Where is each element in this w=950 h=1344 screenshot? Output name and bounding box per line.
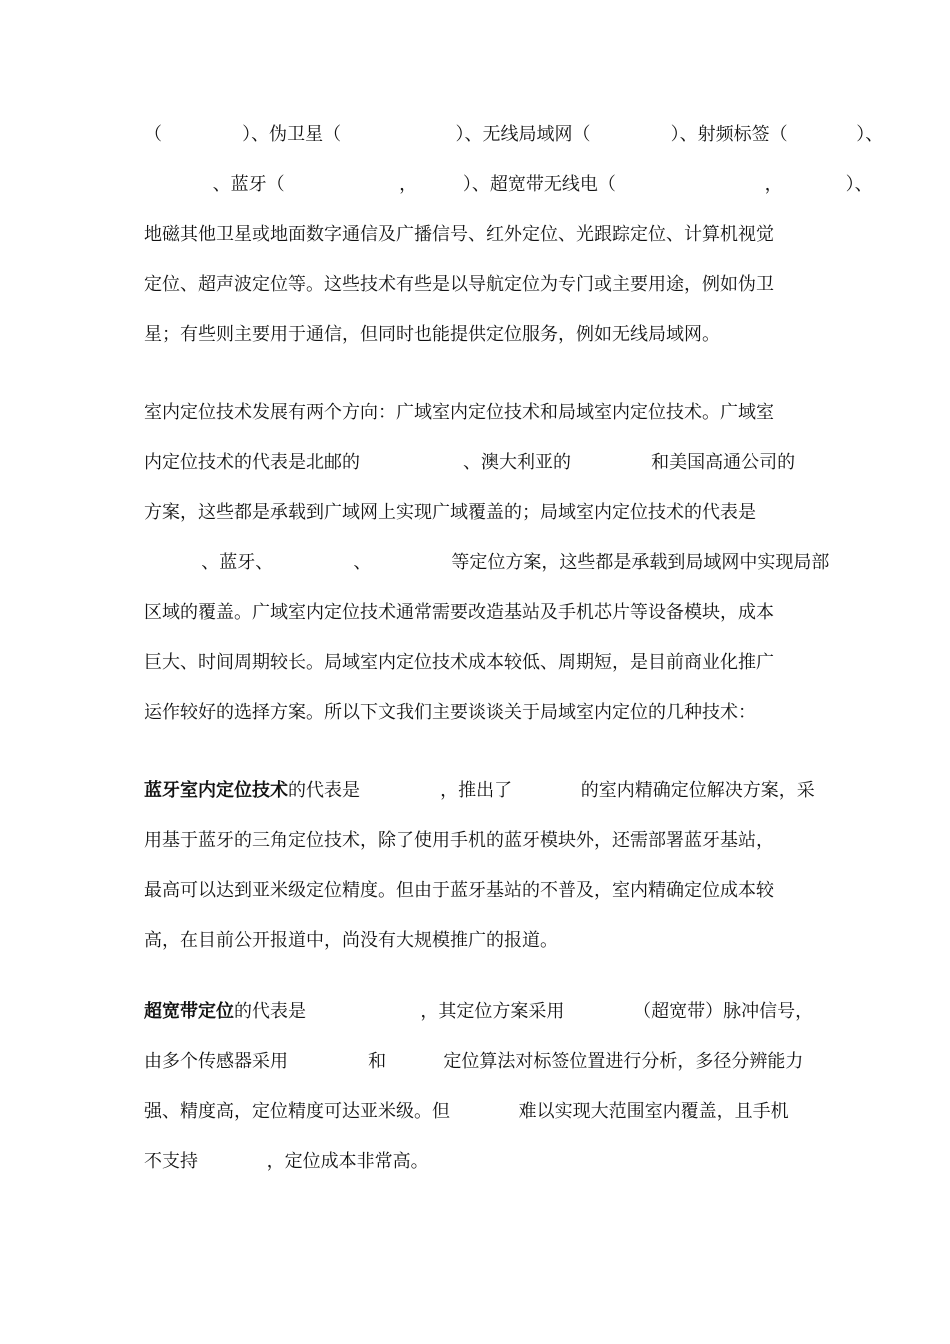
paragraph-line: （ ）、伪卫星（ ）、无线局域网（ ）、射频标签（ ）、 [144, 124, 884, 145]
paragraph-line: 方案，这些都是承载到广域网上实现广域覆盖的；局域室内定位技术的代表是 [144, 502, 756, 523]
paragraph-line: 由多个传感器采用 和 定位算法对标签位置进行分析，多径分辨能力 [144, 1051, 804, 1072]
section-heading: 蓝牙室内定位技术 [144, 780, 288, 801]
paragraph-line: 、蓝牙、 、 等定位方案，这些都是承载到局域网中实现局部 [144, 552, 830, 573]
paragraph-line: 内定位技术的代表是北邮的 、澳大利亚的 和美国高通公司的 [144, 452, 796, 473]
section-heading: 超宽带定位 [144, 1001, 234, 1022]
paragraph-text: 的代表是 ，推出了 的室内精确定位解决方案，采 [288, 780, 815, 801]
paragraph-line: 高，在目前公开报道中，尚没有大规模推广的报道。 [144, 930, 558, 951]
paragraph-line [144, 778, 815, 804]
paragraph-line: 运作较好的选择方案。所以下文我们主要谈谈关于局域室内定位的几种技术： [144, 702, 756, 723]
paragraph-line: 、蓝牙（ ， ）、超宽带无线电（ ， ）、 [144, 174, 873, 195]
paragraph-line: 用基于蓝牙的三角定位技术，除了使用手机的蓝牙模块外，还需部署蓝牙基站， [144, 830, 774, 851]
paragraph-line: 强、精度高，定位精度可达亚米级。但 难以实现大范围室内覆盖，且手机 [144, 1101, 789, 1122]
paragraph-line: 星；有些则主要用于通信，但同时也能提供定位服务，例如无线局域网。 [144, 324, 720, 345]
paragraph-line: 最高可以达到亚米级定位精度。但由于蓝牙基站的不普及，室内精确定位成本较 [144, 880, 774, 901]
paragraph-text: 的代表是 ，其定位方案采用 （超宽带）脉冲信号， [234, 1001, 814, 1022]
paragraph-line [144, 999, 813, 1025]
paragraph-line: 定位、超声波定位等。这些技术有些是以导航定位为专门或主要用途，例如伪卫 [144, 274, 774, 295]
paragraph-line: 室内定位技术发展有两个方向：广域室内定位技术和局域室内定位技术。广域室 [144, 402, 774, 423]
paragraph-line: 区域的覆盖。广域室内定位技术通常需要改造基站及手机芯片等设备模块，成本 [144, 602, 774, 623]
paragraph-line: 不支持 ，定位成本非常高。 [144, 1151, 429, 1172]
paragraph-line: 巨大、时间周期较长。局域室内定位技术成本较低、周期短，是目前商业化推广 [144, 652, 774, 673]
paragraph-line: 地磁其他卫星或地面数字通信及广播信号、红外定位、光跟踪定位、计算机视觉 [144, 224, 774, 245]
